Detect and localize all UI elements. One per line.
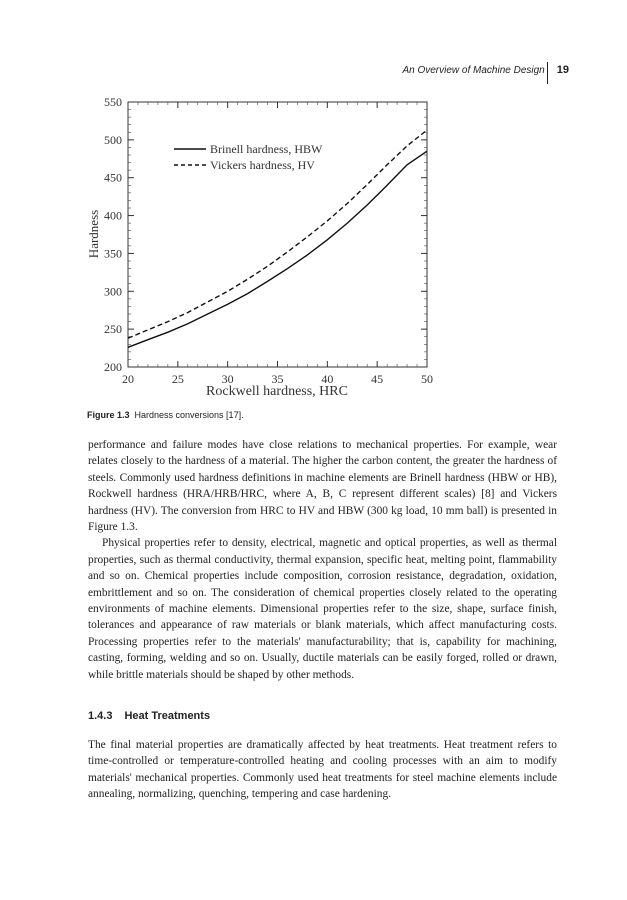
x-tick-label: 25 — [171, 372, 184, 386]
y-tick-label: 250 — [104, 322, 122, 337]
header-divider — [547, 62, 548, 84]
x-tick-label: 30 — [221, 372, 234, 386]
y-tick-label: 550 — [104, 95, 122, 109]
x-tick-label: 40 — [321, 372, 334, 386]
y-tick-label: 400 — [104, 208, 122, 223]
body-text-block-1 — [88, 437, 557, 683]
figure-1-3 — [86, 92, 446, 402]
figure-caption-text: Hardness conversions [17]. — [134, 410, 244, 420]
y-tick-label: 500 — [104, 132, 122, 147]
legend-label: Vickers hardness, HV — [210, 158, 315, 172]
x-tick-label: 50 — [421, 372, 433, 386]
hardness-chart — [86, 92, 446, 402]
figure-label: Figure 1.3 — [87, 410, 130, 420]
y-tick-label: 450 — [104, 170, 122, 185]
paragraph-properties: Physical properties refer to density, electrical, magnetic and optical properties, as well as thermal properties, such as thermal conductivity, thermal expansion, specific heat, melting point, flammability and so on. Chemical properties include composition, corrosion resistance, degradation, oxidation, embrittlement and so on. The consideration of chemical properties closely related to the operating environments of machine elements. Dimensional properties refer to the size, shape, surface finish, tolerances and appearance of raw materials or blank materials, which affect manufacturing costs. Processing properties refer to the materials' manufacturability; that is, capability for machining, casting, forming, welding and so on. Usually, ductile materials can be easily forged, rolled or drawn, while brittle materials should be shaped by other methods. — [88, 537, 557, 681]
x-axis-label: Rockwell hardness, HRC — [206, 384, 348, 399]
running-title: An Overview of Machine Design — [402, 65, 545, 76]
x-tick-label: 20 — [122, 372, 134, 386]
x-tick-label: 45 — [371, 372, 384, 386]
legend-label: Brinell hardness, HBW — [210, 142, 323, 156]
axis-ticks — [104, 95, 433, 386]
paragraph-heat-treatment: The final material properties are dramatically affected by heat treatments. Heat treatment refers to time-controlled or temperature-controlled heating and cooling processes with an aim to modify materials' mechanical properties. Commonly used heat treatments for steel machine elements include annealing, normalizing, quenching, tempering and case hardening. — [88, 739, 557, 801]
paragraph-mechanical: performance and failure modes have close relations to mechanical properties. For example, wear relates closely to the hardness of a material. The higher the carbon content, the greater the hardness of steels. Commonly used hardness definitions in machine elements are Brinell hardness (HBW or HB), Rockwell hardness (HRA/HRB/HRC, where A, B, C represent different scales) [8] and Vickers hardness (HV). The conversion from HRC to HV and HBW (300 kg load, 10 mm ball) is presented in Figure 1.3. — [88, 439, 557, 534]
running-head — [402, 64, 569, 76]
y-tick-label: 350 — [104, 246, 122, 261]
y-tick-label: 300 — [104, 284, 122, 299]
section-title: Heat Treatments — [124, 710, 211, 722]
y-axis-label: Hardness — [86, 209, 101, 259]
y-tick-label: 200 — [104, 360, 122, 374]
series-line-brinell — [128, 151, 427, 347]
section-heading — [88, 710, 210, 722]
legend — [174, 142, 323, 172]
page-number: 19 — [556, 64, 569, 76]
figure-caption — [87, 410, 244, 420]
x-tick-label: 35 — [271, 372, 284, 386]
section-number: 1.4.3 — [88, 710, 113, 722]
body-text-block-2 — [88, 737, 557, 803]
